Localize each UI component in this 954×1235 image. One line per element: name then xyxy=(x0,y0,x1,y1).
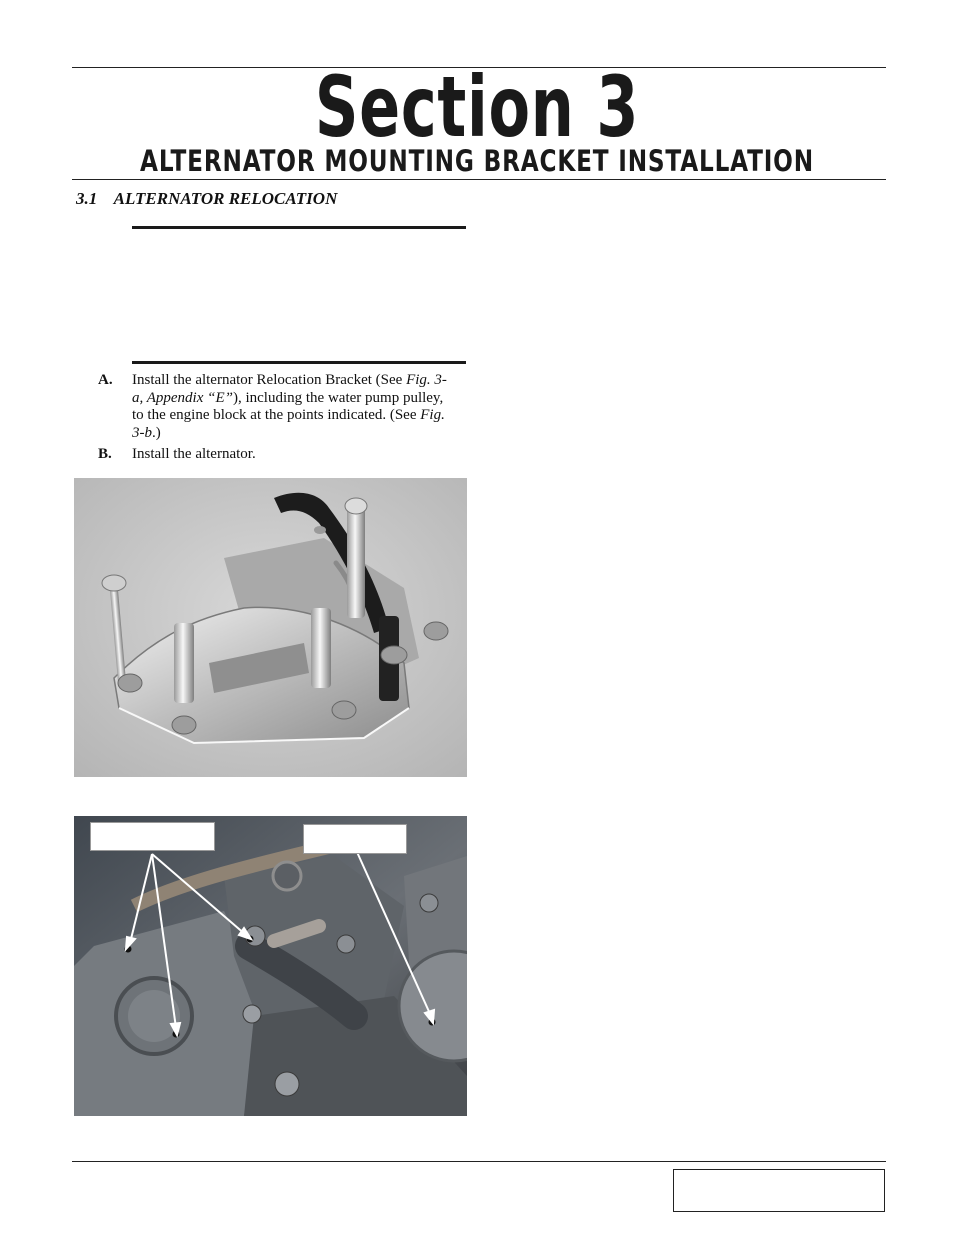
step-b xyxy=(98,446,468,466)
step-text: Install the alternator. xyxy=(132,446,256,462)
step-letter: A. xyxy=(98,372,113,388)
subsection-heading: 3.1 ALTERNATOR RELOCATION xyxy=(76,189,338,208)
note-box-bottom-rule xyxy=(132,361,466,364)
section-title: Section 3 xyxy=(314,58,640,156)
step-a xyxy=(98,372,468,444)
footer-rule xyxy=(72,1161,886,1162)
figure-reference: Fig. 3-a, Appendix “E” xyxy=(132,372,447,406)
step-letter: B. xyxy=(98,446,112,462)
step-text: Install the alternator Relocation Bracket (See Fig. 3-a, Appendix “E”), including the water pump pulley, to the engine block at the points indicated. (See Fig. 3-b.) xyxy=(132,372,447,441)
note-box-top-rule xyxy=(132,226,466,229)
figure-reference: Fig. 3-b xyxy=(132,407,445,441)
engine-block-photo xyxy=(74,816,467,1116)
header-divider xyxy=(72,179,886,180)
page-number-box xyxy=(673,1169,885,1212)
callout-box-left xyxy=(90,822,215,851)
section-subtitle: ALTERNATOR MOUNTING BRACKET INSTALLATION xyxy=(140,144,814,178)
callout-box-right xyxy=(303,824,407,854)
bracket-photo xyxy=(74,478,467,777)
